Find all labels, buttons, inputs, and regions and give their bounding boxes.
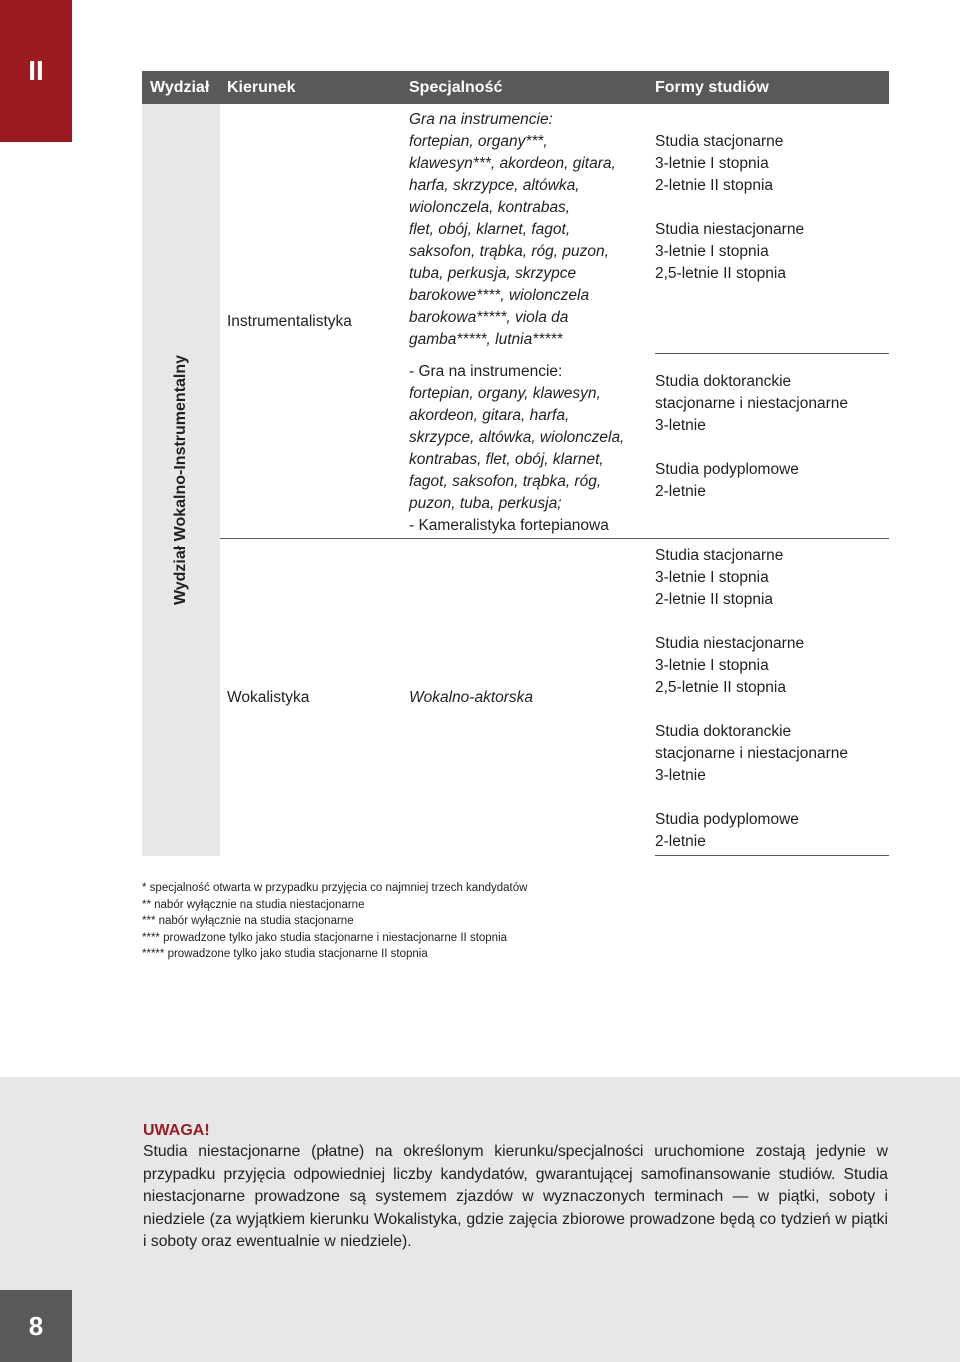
page-number-box bbox=[0, 1290, 72, 1362]
spec-line: Gra na instrumencie: bbox=[409, 111, 553, 128]
spec-line: flet, obój, klarnet, fagot, bbox=[409, 221, 571, 238]
form-line: 3-letnie I stopnia bbox=[655, 155, 769, 172]
faculty-column bbox=[142, 104, 220, 856]
form-line: 2-letnie II stopnia bbox=[655, 591, 774, 608]
header-specjalnosc: Specjalność bbox=[409, 79, 503, 96]
form-line: 2-letnie II stopnia bbox=[655, 177, 774, 194]
kierunek-instrumentalistyka: Instrumentalistyka bbox=[227, 313, 352, 330]
spec-line: gamba*****, lutnia***** bbox=[409, 331, 563, 348]
header-wydzial: Wydział bbox=[150, 79, 210, 96]
footnote: * specjalność otwarta w przypadku przyjęcia co najmniej trzech kandydatów bbox=[142, 882, 528, 894]
spec-line: barokowe****, wiolonczela bbox=[409, 287, 590, 304]
footnote: ** nabór wyłącznie na studia niestacjonarne bbox=[142, 898, 365, 911]
form-line: stacjonarne i niestacjonarne bbox=[655, 395, 849, 412]
spec-line: fagot, saksofon, trąbka, róg, bbox=[409, 473, 602, 490]
form-line: Studia niestacjonarne bbox=[655, 221, 805, 238]
spec-line: - Gra na instrumencie: bbox=[409, 363, 563, 380]
spec-line: - Kameralistyka fortepianowa bbox=[409, 517, 609, 534]
faculty-name: Wydział Wokalno-Instrumentalny bbox=[172, 354, 189, 606]
spec-line: barokowa*****, viola da bbox=[409, 309, 569, 326]
form-line: Studia niestacjonarne bbox=[655, 635, 805, 652]
form-line: 3-letnie bbox=[655, 767, 706, 784]
header-formy: Formy studiów bbox=[655, 79, 769, 96]
form-line: Studia stacjonarne bbox=[655, 133, 784, 150]
form-line: 3-letnie I stopnia bbox=[655, 243, 769, 260]
kierunek-wokalistyka: Wokalistyka bbox=[227, 689, 310, 706]
form-line: 3-letnie I stopnia bbox=[655, 657, 769, 674]
spec-line: harfa, skrzypce, altówka, bbox=[409, 177, 580, 194]
form-line: Studia stacjonarne bbox=[655, 547, 784, 564]
chapter-tab bbox=[0, 0, 72, 142]
note-body: Studia niestacjonarne (płatne) na określonym kierunku/specjalności uruchomione zostają jedynie w przypadku przyjęcia odpowiedniej liczby kandydatów, gwarantującej samofinansowanie studiów. Studia niestacjonarne prowadzone są systemem zjazdów w wyznaczonych terminach — w piątki, soboty i niedziele (za wyjątkiem kierunku Wokalistyka, gdzie zajęcia zbiorowe prowadzone będą co tydzień w piątki i soboty oraz ewentualnie w niedziele). bbox=[143, 1143, 888, 1250]
page-number: 8 bbox=[28, 1310, 44, 1341]
spec-line: puzon, tuba, perkusja; bbox=[409, 495, 562, 512]
spec-line: kontrabas, flet, obój, klarnet, bbox=[409, 451, 604, 468]
spec-kameralistyka bbox=[409, 361, 649, 537]
form-line: 2,5-letnie II stopnia bbox=[655, 679, 786, 696]
form-line: 2,5-letnie II stopnia bbox=[655, 265, 786, 282]
form-line: 3-letnie bbox=[655, 417, 706, 434]
form-line: stacjonarne i niestacjonarne bbox=[655, 745, 849, 762]
footnote: ***** prowadzone tylko jako studia stacjonarne II stopnia bbox=[142, 948, 428, 960]
table-bottom-line bbox=[655, 855, 889, 856]
spec-line: tuba, perkusja, skrzypce bbox=[409, 265, 577, 282]
row-divider bbox=[220, 538, 889, 539]
spec-line: wiolonczela, kontrabas, bbox=[409, 199, 571, 216]
spec-line: skrzypce, altówka, wiolonczela, bbox=[409, 429, 625, 446]
form-line: Studia doktoranckie bbox=[655, 723, 792, 740]
forms-instrumentalistyka-bottom bbox=[655, 371, 889, 503]
table-header bbox=[142, 71, 889, 104]
spec-line: fortepian, organy, klawesyn, bbox=[409, 385, 601, 402]
spec-line: saksofon, trąbka, róg, puzon, bbox=[409, 243, 609, 260]
form-divider bbox=[655, 353, 889, 354]
form-line: 2-letnie bbox=[655, 483, 706, 500]
form-line: 3-letnie I stopnia bbox=[655, 569, 769, 586]
spec-line: fortepian, organy***, bbox=[409, 133, 548, 150]
footnote: *** nabór wyłącznie na studia stacjonarne bbox=[142, 915, 354, 927]
spec-gra-na-instrumencie bbox=[409, 109, 649, 351]
forms-wokalistyka bbox=[655, 545, 889, 853]
spec-line: akordeon, gitara, harfa, bbox=[409, 407, 570, 424]
spec-line: klawesyn***, akordeon, gitara, bbox=[409, 155, 616, 172]
form-line: 2-letnie bbox=[655, 833, 706, 850]
spec-wokalno-aktorska: Wokalno-aktorska bbox=[409, 689, 534, 706]
header-kierunek: Kierunek bbox=[227, 79, 296, 96]
forms-instrumentalistyka-top bbox=[655, 131, 889, 285]
footnotes bbox=[142, 880, 527, 963]
form-line: Studia podyplomowe bbox=[655, 461, 799, 478]
chapter-label: II bbox=[28, 55, 44, 86]
form-line: Studia podyplomowe bbox=[655, 811, 799, 828]
form-line: Studia doktoranckie bbox=[655, 373, 792, 390]
note-title: UWAGA! bbox=[143, 1122, 210, 1139]
footnote: **** prowadzone tylko jako studia stacjonarne i niestacjonarne II stopnia bbox=[142, 931, 508, 944]
